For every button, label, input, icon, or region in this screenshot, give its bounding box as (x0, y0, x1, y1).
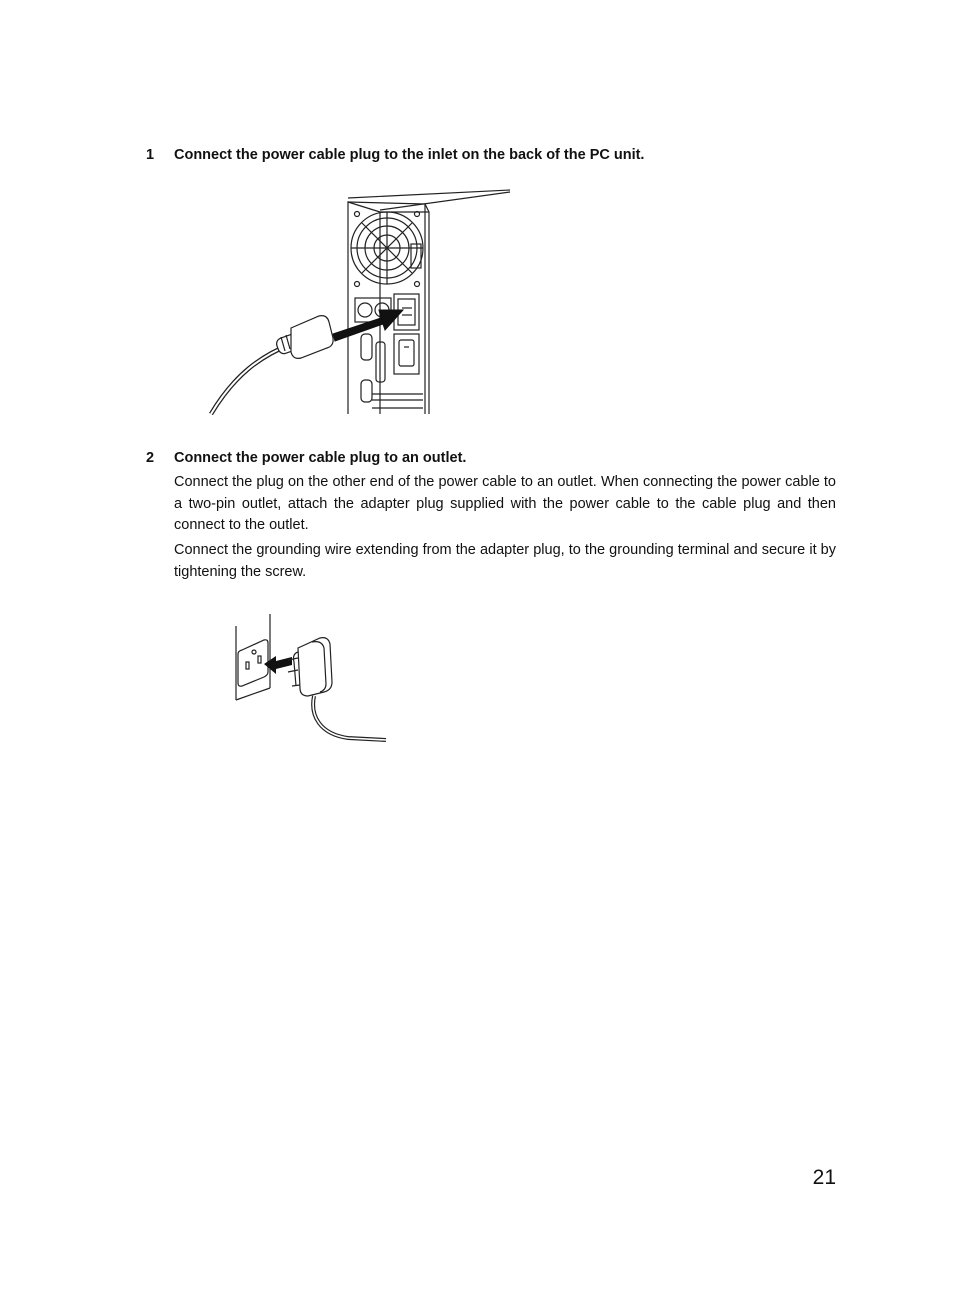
step-2-paragraph-2: Connect the grounding wire extending from the adapter plug, to the grounding terminal and secure it by tightening the screw. (174, 542, 836, 580)
step-2-heading (146, 449, 466, 467)
step-2-number: 2 (146, 450, 155, 466)
step-2-title: Connect the power cable plug to an outlet. (174, 450, 467, 466)
step-1-heading (146, 146, 644, 164)
wall-outlet-illustration (228, 612, 394, 746)
pc-rear-inlet-illustration (205, 186, 515, 418)
page-number: 21 (812, 1166, 836, 1189)
step-1-title: Connect the power cable plug to the inlet on the back of the PC unit. (174, 147, 645, 163)
step-2-paragraph-1: Connect the plug on the other end of the power cable to an outlet. When connecting the power cable to a two-pin outlet, attach the adapter plug supplied with the power cable to the cable plug and then connect to the outlet. (174, 474, 836, 533)
step-1-number: 1 (146, 147, 155, 163)
